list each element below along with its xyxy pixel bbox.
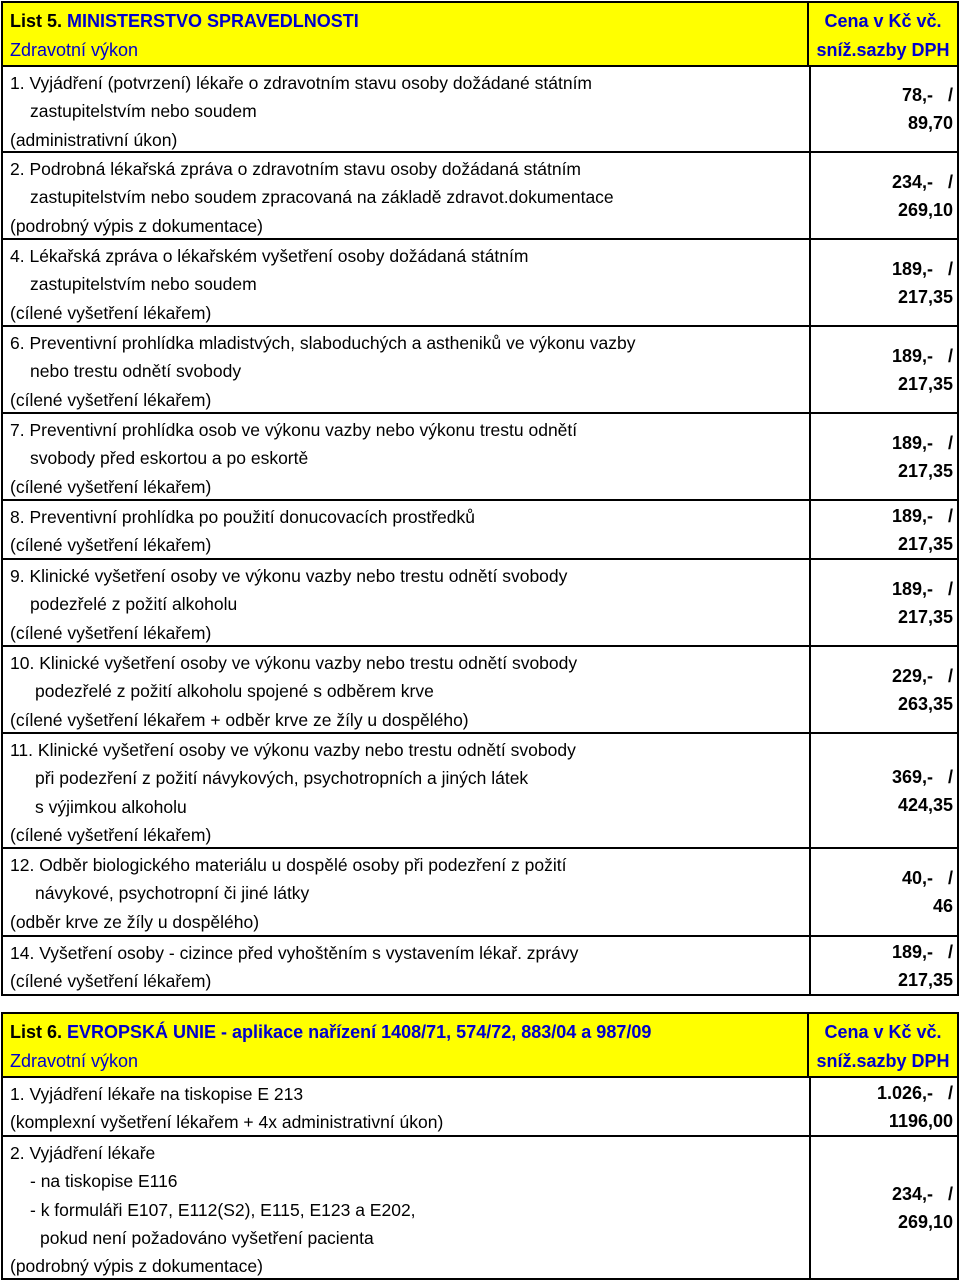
- list5-table: [1, 1, 959, 996]
- price-vat: 217,35: [897, 533, 953, 554]
- list6-header: [3, 1014, 957, 1078]
- row-line: (odběr krve ze žíly u dospělého): [10, 911, 260, 932]
- row-line: (komplexní vyšetření lékařem + 4x administrativní úkon): [10, 1112, 444, 1133]
- price: 189,- /: [891, 258, 953, 279]
- row-line: 2. Vyjádření lékaře: [10, 1143, 156, 1163]
- list6-price-header-2: sníž.sazby DPH: [816, 1051, 950, 1071]
- table-row: [3, 560, 957, 647]
- row-line: (cílené vyšetření lékařem): [10, 824, 212, 845]
- table-row: [3, 1137, 957, 1278]
- price-vat: 217,35: [897, 606, 953, 627]
- list6-price-header-1: Cena v Kč vč.: [824, 1022, 942, 1042]
- row-line: svobody před eskortou a po eskortě: [30, 448, 309, 469]
- price: 189,- /: [891, 505, 953, 526]
- list6-subtitle: Zdravotní výkon: [10, 1051, 139, 1071]
- row-line: 2. Podrobná lékařská zpráva o zdravotním stavu osoby dožádaná státním: [10, 159, 582, 179]
- price: 369,- /: [891, 766, 953, 787]
- table-row: [3, 734, 957, 849]
- table-row: [3, 849, 957, 937]
- list6-title-text: EVROPSKÁ UNIE - aplikace nařízení 1408/71, 574/72, 883/04 a 987/09: [67, 1022, 652, 1042]
- row-line: návykové, psychotropní či jiné látky: [35, 883, 310, 904]
- price-vat: 424,35: [897, 794, 953, 815]
- table-row: [3, 1078, 957, 1137]
- row-line: (cílené vyšetření lékařem): [10, 389, 212, 410]
- row-line: 14. Vyšetření osoby - cizince před vyhoštěním s vystavením lékař. zprávy: [10, 943, 579, 963]
- price-vat: 217,35: [897, 373, 953, 394]
- list5-subtitle: Zdravotní výkon: [10, 40, 139, 60]
- table-row: [3, 501, 957, 560]
- row-line: (cílené vyšetření lékařem): [10, 535, 212, 556]
- row-line: (podrobný výpis z dokumentace): [10, 1256, 263, 1277]
- price-vat: 217,35: [897, 969, 953, 990]
- list5-price-header-2: sníž.sazby DPH: [816, 40, 950, 60]
- price: 189,- /: [891, 941, 953, 962]
- row-line: při podezření z požití návykových, psychotropních a jiných látek: [35, 768, 529, 789]
- row-line: 6. Preventivní prohlídka mladistvých, slaboduchých a astheniků ve výkonu vazby: [10, 333, 636, 353]
- row-line: 9. Klinické vyšetření osoby ve výkonu vazby nebo trestu odnětí svobody: [10, 566, 568, 586]
- price-vat: 217,35: [897, 286, 953, 307]
- row-line: 7. Preventivní prohlídka osob ve výkonu vazby nebo výkonu trestu odnětí: [10, 420, 578, 440]
- row-line: - k formuláři E107, E112(S2), E115, E123 a E202,: [30, 1199, 416, 1220]
- row-line: 12. Odběr biologického materiálu u dospělé osoby při podezření z požití: [10, 855, 567, 875]
- price-vat: 269,10: [897, 1211, 953, 1232]
- list5-header: [3, 3, 957, 67]
- row-line: 1. Vyjádření (potvrzení) lékaře o zdravotním stavu osoby dožádané státním: [10, 73, 593, 93]
- table-row: [3, 327, 957, 414]
- table-row: [3, 937, 957, 994]
- row-line: (podrobný výpis z dokumentace): [10, 215, 263, 236]
- row-line: (cílené vyšetření lékařem): [10, 476, 212, 497]
- table-row: [3, 414, 957, 501]
- table-row: [3, 67, 957, 153]
- price-vat: 89,70: [907, 113, 953, 133]
- table-row: [3, 240, 957, 327]
- price: 40,- /: [901, 868, 953, 888]
- price: 78,- /: [901, 85, 953, 105]
- price-vat: 1196,00: [888, 1110, 953, 1131]
- row-line: 4. Lékařská zpráva o lékařském vyšetření osoby dožádaná státním: [10, 246, 529, 266]
- row-line: (cílené vyšetření lékařem): [10, 971, 212, 992]
- price: 1.026,- /: [876, 1082, 953, 1103]
- row-line: podezřelé z požití alkoholu spojené s odběrem krve: [35, 681, 434, 702]
- price: 189,- /: [891, 578, 953, 599]
- row-line: (administrativní úkon): [10, 129, 178, 150]
- row-line: 11. Klinické vyšetření osoby ve výkonu vazby nebo trestu odnětí svobody: [10, 740, 576, 760]
- table-row: [3, 153, 957, 240]
- row-line: zastupitelstvím nebo soudem: [30, 101, 257, 122]
- row-line: s výjimkou alkoholu: [35, 796, 187, 817]
- price: 234,- /: [891, 1183, 953, 1204]
- list6-title: [10, 1018, 807, 1047]
- price-vat: 269,10: [897, 199, 953, 220]
- list5-title-prefix: List 5.: [10, 11, 68, 31]
- row-line: podezřelé z požití alkoholu: [30, 594, 238, 615]
- list6-title-prefix: List 6.: [10, 1022, 68, 1042]
- table-row: [3, 647, 957, 734]
- price: 189,- /: [891, 345, 953, 366]
- price-vat: 263,35: [897, 693, 953, 714]
- price-vat: 217,35: [897, 460, 953, 481]
- price: 229,- /: [891, 665, 953, 686]
- price: 234,- /: [891, 171, 953, 192]
- row-line: 8. Preventivní prohlídka po použití donucovacích prostředků: [10, 507, 475, 527]
- row-line: zastupitelstvím nebo soudem zpracovaná na základě zdravot.dokumentace: [30, 187, 614, 208]
- price-vat: 46: [932, 896, 953, 916]
- row-line: 10. Klinické vyšetření osoby ve výkonu vazby nebo trestu odnětí svobody: [10, 653, 578, 673]
- list5-title: [10, 7, 807, 36]
- row-line: - na tiskopise E116: [30, 1171, 178, 1192]
- row-line: (cílené vyšetření lékařem + odběr krve ze žíly u dospělého): [10, 709, 469, 730]
- list5-price-header-1: Cena v Kč vč.: [824, 11, 942, 31]
- list5-title-text: MINISTERSTVO SPRAVEDLNOSTI: [67, 11, 359, 31]
- row-line: (cílené vyšetření lékařem): [10, 622, 212, 643]
- row-line: zastupitelstvím nebo soudem: [30, 274, 257, 295]
- price: 189,- /: [891, 432, 953, 453]
- row-line: (cílené vyšetření lékařem): [10, 302, 212, 323]
- row-line: pokud není požadováno vyšetření pacienta: [40, 1227, 374, 1248]
- row-line: 1. Vyjádření lékaře na tiskopise E 213: [10, 1084, 304, 1104]
- list6-table: [1, 1012, 959, 1280]
- row-line: nebo trestu odnětí svobody: [30, 361, 242, 382]
